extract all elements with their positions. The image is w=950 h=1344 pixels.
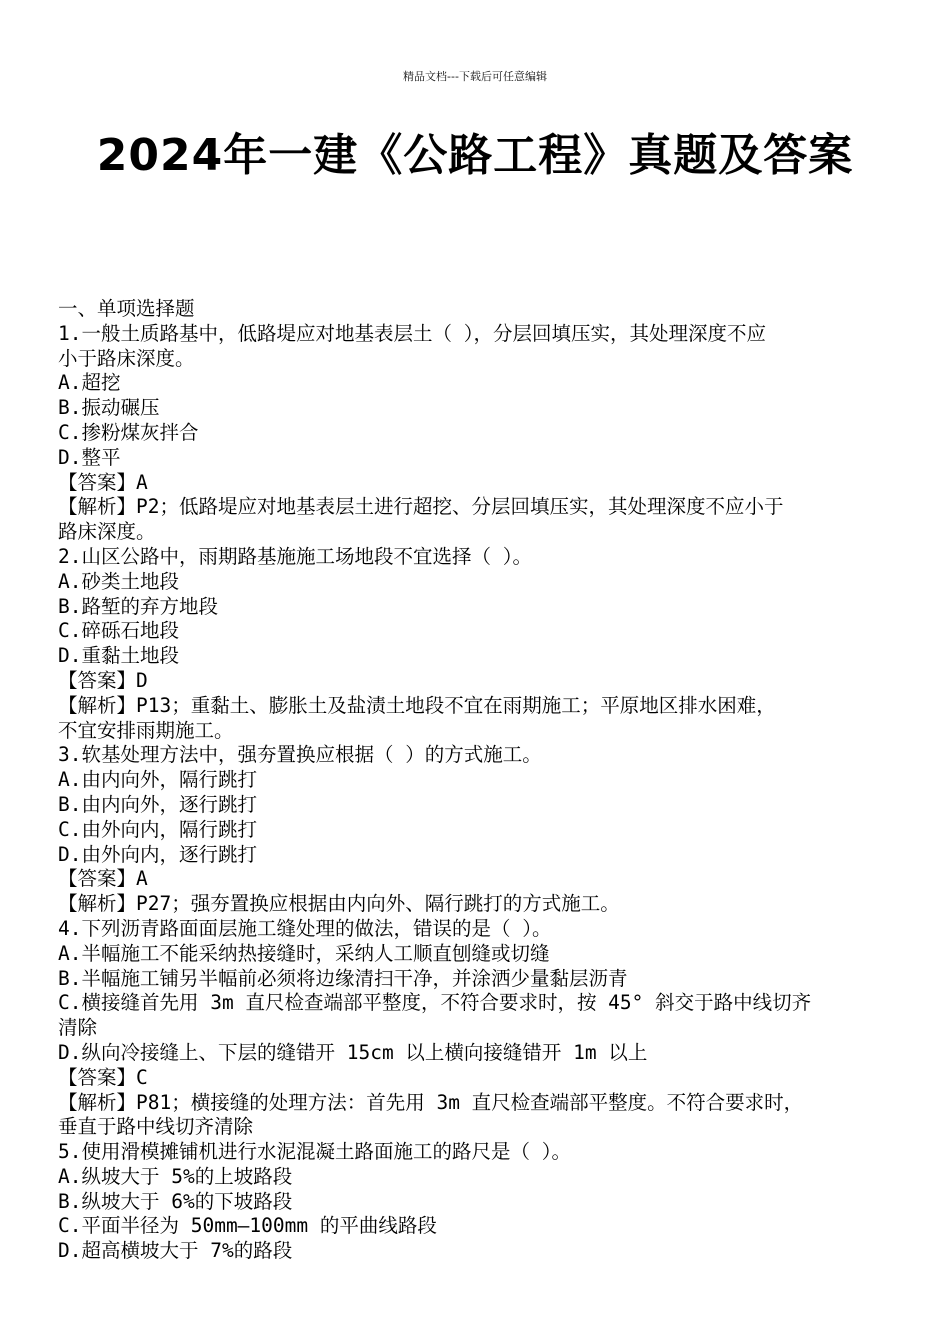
- document-title: 2024年一建《公路工程》真题及答案: [96, 130, 854, 181]
- option-d: D.超高横坡大于 7%的路段: [58, 1239, 293, 1263]
- option-d: D.由外向内，逐行跳打: [58, 842, 257, 866]
- question-5: [58, 1140, 898, 1264]
- option-c: C.碎砾石地段: [58, 619, 179, 643]
- option-c: C.平面半径为 50mm—100mm 的平曲线路段: [58, 1214, 437, 1238]
- question-4: [58, 917, 898, 1140]
- option-c: C.由外向内，隔行跳打: [58, 817, 257, 841]
- option-d: D.重黏土地段: [58, 644, 179, 668]
- question-2: [58, 545, 898, 743]
- option-a: A.超挖: [58, 371, 121, 395]
- question-text-line: 小于路床深度。: [58, 346, 195, 370]
- option-b: B.纵坡大于 6%的下坡路段: [58, 1189, 293, 1213]
- analysis-line: 垂直于路中线切齐清除: [58, 1115, 254, 1139]
- answer: 【答案】C: [58, 1065, 148, 1089]
- question-1: [58, 322, 898, 545]
- option-c: C.横接缝首先用 3m 直尺检查端部平整度，不符合要求时，按 45° 斜交于路中线切齐: [58, 991, 812, 1015]
- analysis-line: 【解析】P27；强夯置换应根据由内向外、隔行跳打的方式施工。: [58, 892, 620, 916]
- question-3: [58, 743, 898, 917]
- analysis-line: 【解析】P81；横接缝的处理方法：首先用 3m 直尺检查端部平整度。不符合要求时，: [58, 1090, 804, 1114]
- option-b: B.路堑的弃方地段: [58, 594, 218, 618]
- answer: 【答案】A: [58, 470, 148, 494]
- analysis-line: 【解析】P13；重黏土、膨胀土及盐渍土地段不宜在雨期施工；平原地区排水困难，: [58, 693, 776, 717]
- option-d: D.整平: [58, 445, 121, 469]
- question-text-line: 4.下列沥青路面面层施工缝处理的做法，错误的是（ ）。: [58, 916, 552, 940]
- option-a: A.由内向外，隔行跳打: [58, 768, 257, 792]
- option-d: D.纵向冷接缝上、下层的缝错开 15cm 以上横向接缝错开 1m 以上: [58, 1040, 648, 1064]
- document-body: [58, 297, 898, 1264]
- header-note: 精品文档---下载后可任意编辑: [403, 70, 547, 83]
- option-b: B.半幅施工铺另半幅前必须将边缘清扫干净，并涂洒少量黏层沥青: [58, 966, 628, 990]
- question-text-line: 5.使用滑模摊铺机进行水泥混凝土路面施工的路尺是（ ）。: [58, 1140, 571, 1164]
- analysis-line: 路床深度。: [58, 520, 156, 544]
- option-b: B.振动碾压: [58, 396, 160, 420]
- question-text-line: 2.山区公路中，雨期路基施施工场地段不宜选择（ ）。: [58, 544, 532, 568]
- option-a: A.砂类土地段: [58, 569, 179, 593]
- analysis-line: 【解析】P2；低路堤应对地基表层土进行超挖、分层回填压实，其处理深度不应小于: [58, 495, 784, 519]
- question-text-line: 3.软基处理方法中，强夯置换应根据（ ）的方式施工。: [58, 743, 542, 767]
- option-a: A.半幅施工不能采纳热接缝时，采纳人工顺直刨缝或切缝: [58, 941, 550, 965]
- option-b: B.由内向外，逐行跳打: [58, 792, 257, 816]
- section-title: 一、单项选择题: [58, 297, 195, 320]
- option-c: C.掺粉煤灰拌合: [58, 420, 199, 444]
- question-text-line: 1.一般土质路基中，低路堤应对地基表层土（ ），分层回填压实，其处理深度不应: [58, 321, 766, 345]
- answer: 【答案】A: [58, 867, 148, 891]
- option-c-continued: 清除: [58, 1016, 98, 1040]
- answer: 【答案】D: [58, 668, 148, 692]
- analysis-line: 不宜安排雨期施工。: [58, 718, 234, 742]
- option-a: A.纵坡大于 5%的上坡路段: [58, 1164, 293, 1188]
